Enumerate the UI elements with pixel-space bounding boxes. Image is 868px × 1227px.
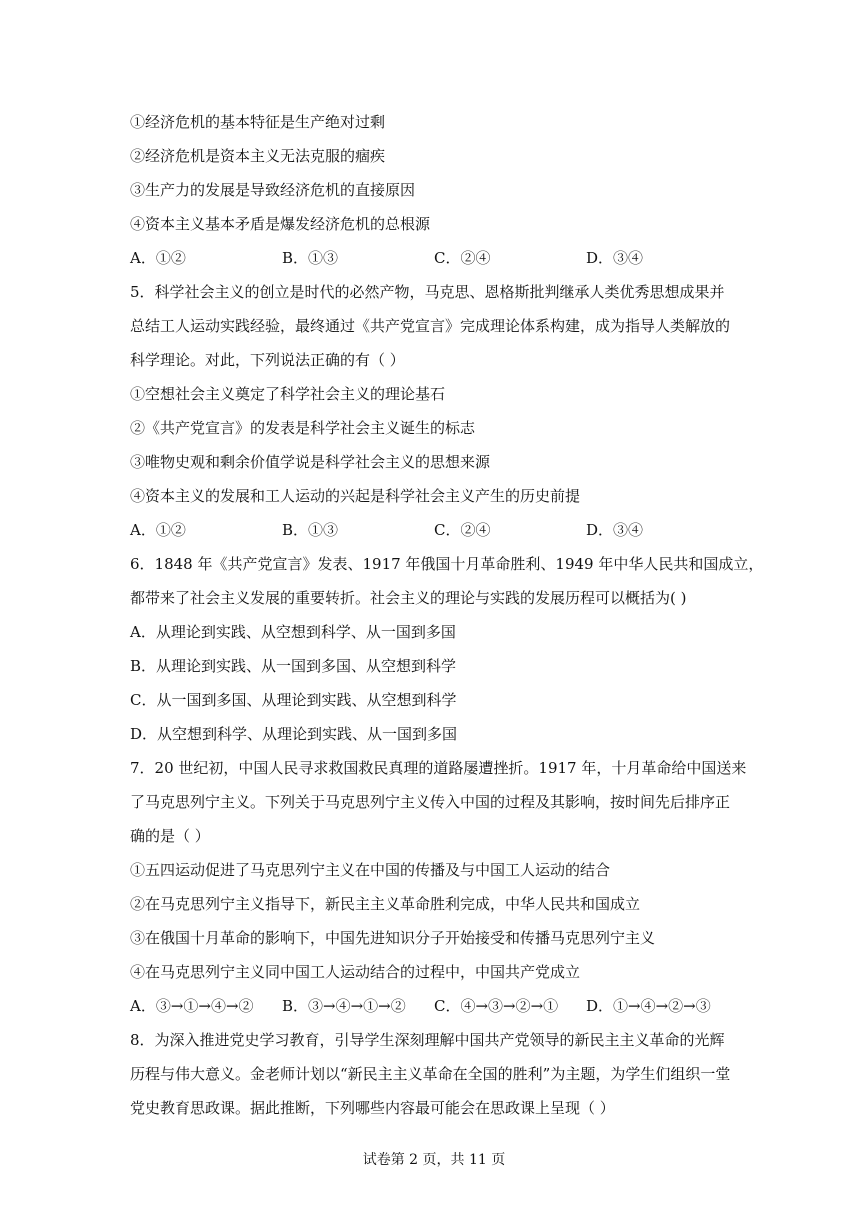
q6-option-a: A．从理论到实践、从空想到科学、从一国到多国 [130,623,456,641]
q5-stem-3: 科学理论。对此，下列说法正确的有（ ） [130,351,405,369]
q6-stem-2: 都带来了社会主义发展的重要转折。社会主义的理论与实践的发展历程可以概括为( ) [130,589,687,607]
q7-item-3: ③在俄国十月革命的影响下，中国先进知识分子开始接受和传播马克思列宁主义 [130,929,656,947]
q8-stem-2: 历程与伟大意义。金老师计划以“新民主主义革命在全国的胜利”为主题，为学生们组织一堂 [130,1065,731,1083]
q4-item-3: ③生产力的发展是导致经济危机的直接原因 [130,181,416,199]
q4-item-2: ②经济危机是资本主义无法克服的痼疾 [130,147,386,165]
q4-option-a: A．①② [130,249,186,267]
q7-option-d: D．①→④→②→③ [586,997,711,1015]
q8-stem-3: 党史教育思政课。据此推断，下列哪些内容最可能会在思政课上呈现（ ） [130,1099,615,1117]
q6-option-b: B．从理论到实践、从一国到多国、从空想到科学 [130,657,457,675]
q7-stem-2: 了马克思列宁主义。下列关于马克思列宁主义传入中国的过程及其影响，按时间先后排序正 [130,793,731,811]
q5-option-a: A．①② [130,521,186,539]
q4-option-c: C．②④ [434,249,491,267]
q5-stem-2: 总结工人运动实践经验，最终通过《共产党宣言》完成理论体系构建，成为指导人类解放的 [130,317,731,335]
q7-item-4: ④在马克思列宁主义同中国工人运动结合的过程中，中国共产党成立 [130,963,581,981]
q5-option-b: B．①③ [282,521,339,539]
q4-options [130,248,770,268]
q7-stem-3: 确的是（ ） [130,827,210,845]
q5-item-3: ③唯物史观和剩余价值学说是科学社会主义的思想来源 [130,453,491,471]
q7-option-b: B．③→④→①→② [282,997,406,1015]
q4-item-1: ①经济危机的基本特征是生产绝对过剩 [130,113,386,131]
q4-option-d: D．③④ [586,249,644,267]
q7-stem-1: 7．20 世纪初，中国人民寻求救国救民真理的道路屡遭挫折。1917 年，十月革命给中国送来 [130,759,747,777]
q5-item-2: ②《共产党宣言》的发表是科学社会主义诞生的标志 [130,419,476,437]
q4-option-b: B．①③ [282,249,339,267]
q7-options [130,996,770,1016]
q7-option-c: C．④→③→②→① [434,997,559,1015]
q8-stem-1: 8．为深入推进党史学习教育，引导学生深刻理解中国共产党领导的新民主主义革命的光辉 [130,1031,725,1049]
q7-option-a: A．③→①→④→② [130,997,254,1015]
q4-item-4: ④资本主义基本矛盾是爆发经济危机的总根源 [130,215,431,233]
q5-stem-1: 5．科学社会主义的创立是时代的必然产物，马克思、恩格斯批判继承人类优秀思想成果并 [130,283,725,301]
q6-stem-1: 6．1848 年《共产党宣言》发表、1917 年俄国十月革命胜利、1949 年中华人民共和国成立， [130,555,764,573]
q5-item-4: ④资本主义的发展和工人运动的兴起是科学社会主义产生的历史前提 [130,487,581,505]
page-footer: 试卷第 2 页，共 11 页 [362,1152,506,1168]
q5-item-1: ①空想社会主义奠定了科学社会主义的理论基石 [130,385,446,403]
q6-option-c: C．从一国到多国、从理论到实践、从空想到科学 [130,691,457,709]
q5-options [130,520,770,540]
q7-item-1: ①五四运动促进了马克思列宁主义在中国的传播及与中国工人运动的结合 [130,861,611,879]
q5-option-c: C．②④ [434,521,491,539]
q5-option-d: D．③④ [586,521,644,539]
q7-item-2: ②在马克思列宁主义指导下，新民主主义革命胜利完成，中华人民共和国成立 [130,895,641,913]
q6-option-d: D．从空想到科学、从理论到实践、从一国到多国 [130,725,458,743]
